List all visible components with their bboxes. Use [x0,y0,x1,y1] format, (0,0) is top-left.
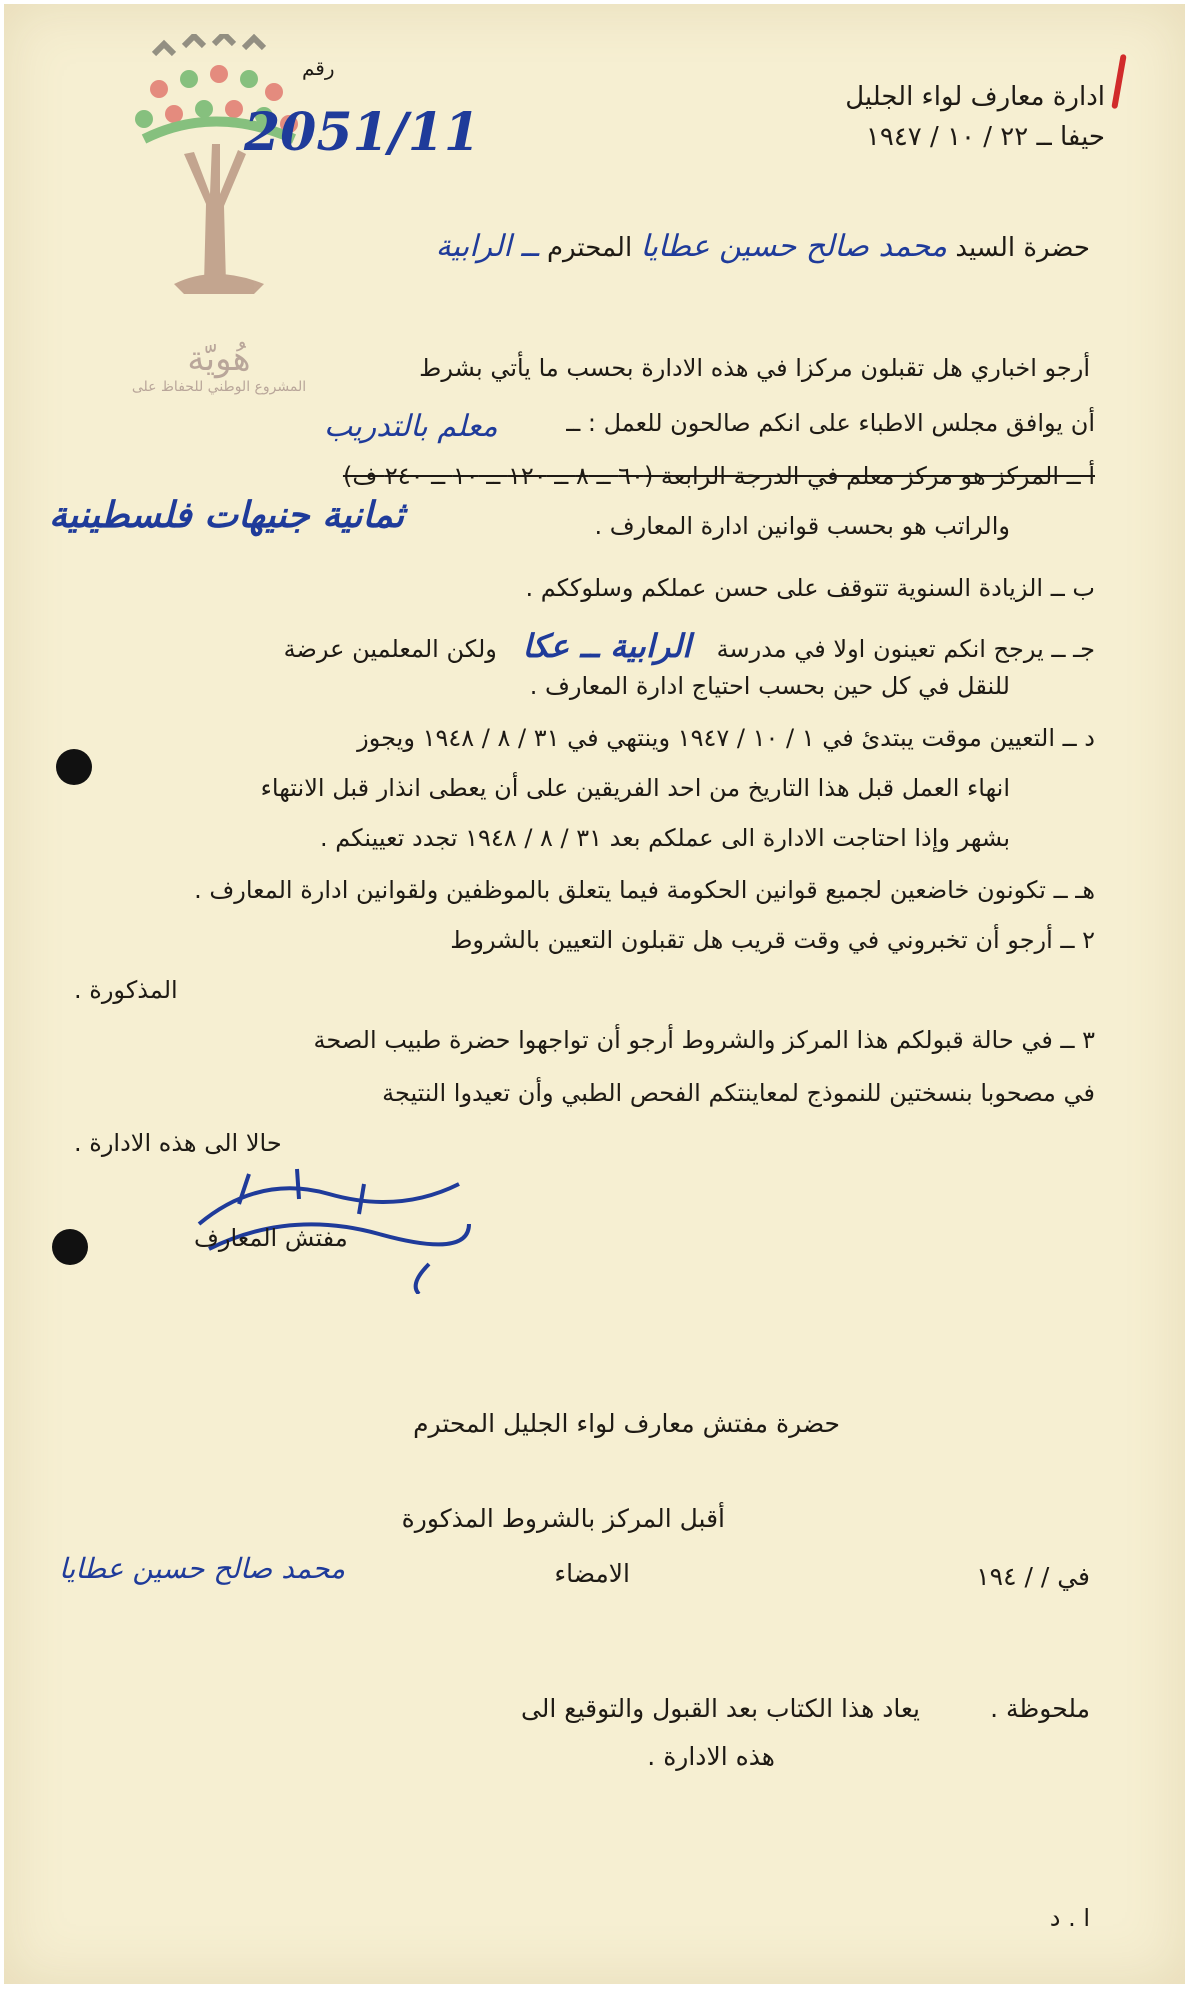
city-date: حيفا ــ ٢٢ / ١٠ / ١٩٤٧ [865,122,1105,152]
reply-sign-label: الامضاء [554,1559,630,1588]
addressee-place: ــ الرابية [435,229,539,264]
item-a-line-2: والراتب هو بحسب قوانين ادارة المعارف . [594,512,1010,540]
punch-hole [52,1229,88,1265]
item-3-line-3: حالا الى هذه الادارة . [74,1129,282,1157]
item-a-line-1: أ ــ المركز هو مركز معلم في الدرجة الرابعة (٦٠ ــ ٨ ــ ١٢٠ ــ ١٠ ــ ٢٤٠ ف) [342,462,1095,490]
office-name: ادارة معارف لواء الجليل [845,82,1105,112]
punch-hole [56,749,92,785]
item-3-line-2: في مصحوبا بنسختين للنموذج لمعاينتكم الفحص الطبي وأن تعيدوا النتيجة [382,1079,1095,1107]
document-page [4,4,1185,1984]
ref-number: 2051/11 [244,102,481,163]
item-c-line-2: للنقل في كل حين بحسب احتياج ادارة المعارف . [529,672,1010,700]
intro-line-2: أن يوافق مجلس الاطباء على انكم صالحون للعمل : ــ [566,409,1095,437]
item-2-line-2: المذكورة . [74,976,178,1004]
item-c-line-1: جـ ــ يرجح انكم تعينون اولا في مدرسة الرابية ــ عكا ولكن المعلمين عرضة [283,627,1095,665]
intro-line-1: أرجو اخباري هل تقبلون مركزا في هذه الادارة بحسب ما يأتي بشرط [419,354,1090,382]
addressee-name: محمد صالح حسين عطايا [640,229,948,264]
note-label: ملحوظة . [990,1694,1090,1723]
note-text-2: هذه الادارة . [647,1742,775,1771]
watermark-text: هُويّة المشروع الوطني للحفاظ على [131,339,307,395]
item-d-line-2: انهاء العمل قبل هذا التاريخ من احد الفريقين على أن يعطى انذار قبل الانتهاء [260,774,1010,802]
note-text-1: يعاد هذا الكتاب بعد القبول والتوقيع الى [520,1694,920,1723]
item-3-line-1: ٣ ــ في حالة قبولكم هذا المركز والشروط أرجو أن تواجهوا حضرة طبيب الصحة [313,1026,1095,1054]
ref-label: رقم [302,56,335,80]
reply-signature: محمد صالح حسين عطايا [59,1552,346,1585]
watermark-tree-icon [114,34,314,354]
reply-to: حضرة مفتش معارف لواء الجليل المحترم [413,1409,840,1438]
handwritten-salary: ثمانية جنيهات فلسطينية [49,494,405,536]
item-e: هـ ــ تكونون خاضعين لجميع قوانين الحكومة فيما يتعلق بالموظفين ولقوانين ادارة المعارف . [194,876,1095,904]
reply-date: في / / ١٩٤ [976,1562,1090,1591]
handwritten-grade: معلم بالتدريب [324,409,498,444]
red-pen-mark [1111,54,1126,109]
reply-accept: أقبل المركز بالشروط المذكورة [401,1504,725,1533]
salutation: حضرة السيد محمد صالح حسين عطايا المحترم ــ الرابية [435,229,1090,264]
item-d-line-1: د ــ التعيين موقت يبتدئ في ١ / ١٠ / ١٩٤٧ وينتهي في ٣١ / ٨ / ١٩٤٨ ويجوز [357,724,1095,752]
footer-code: ا . د [1049,1904,1090,1932]
school-name: الرابية ــ عكا [522,627,691,665]
signature-title: مفتش المعارف [194,1224,348,1252]
item-2-line-1: ٢ ــ أرجو أن تخبروني في وقت قريب هل تقبلون التعيين بالشروط [450,926,1095,954]
item-b: ب ــ الزيادة السنوية تتوقف على حسن عملكم وسلوككم . [525,574,1095,602]
item-d-line-3: بشهر وإذا احتاجت الادارة الى عملكم بعد ٣١ / ٨ / ١٩٤٨ تجدد تعيينكم . [319,824,1010,852]
